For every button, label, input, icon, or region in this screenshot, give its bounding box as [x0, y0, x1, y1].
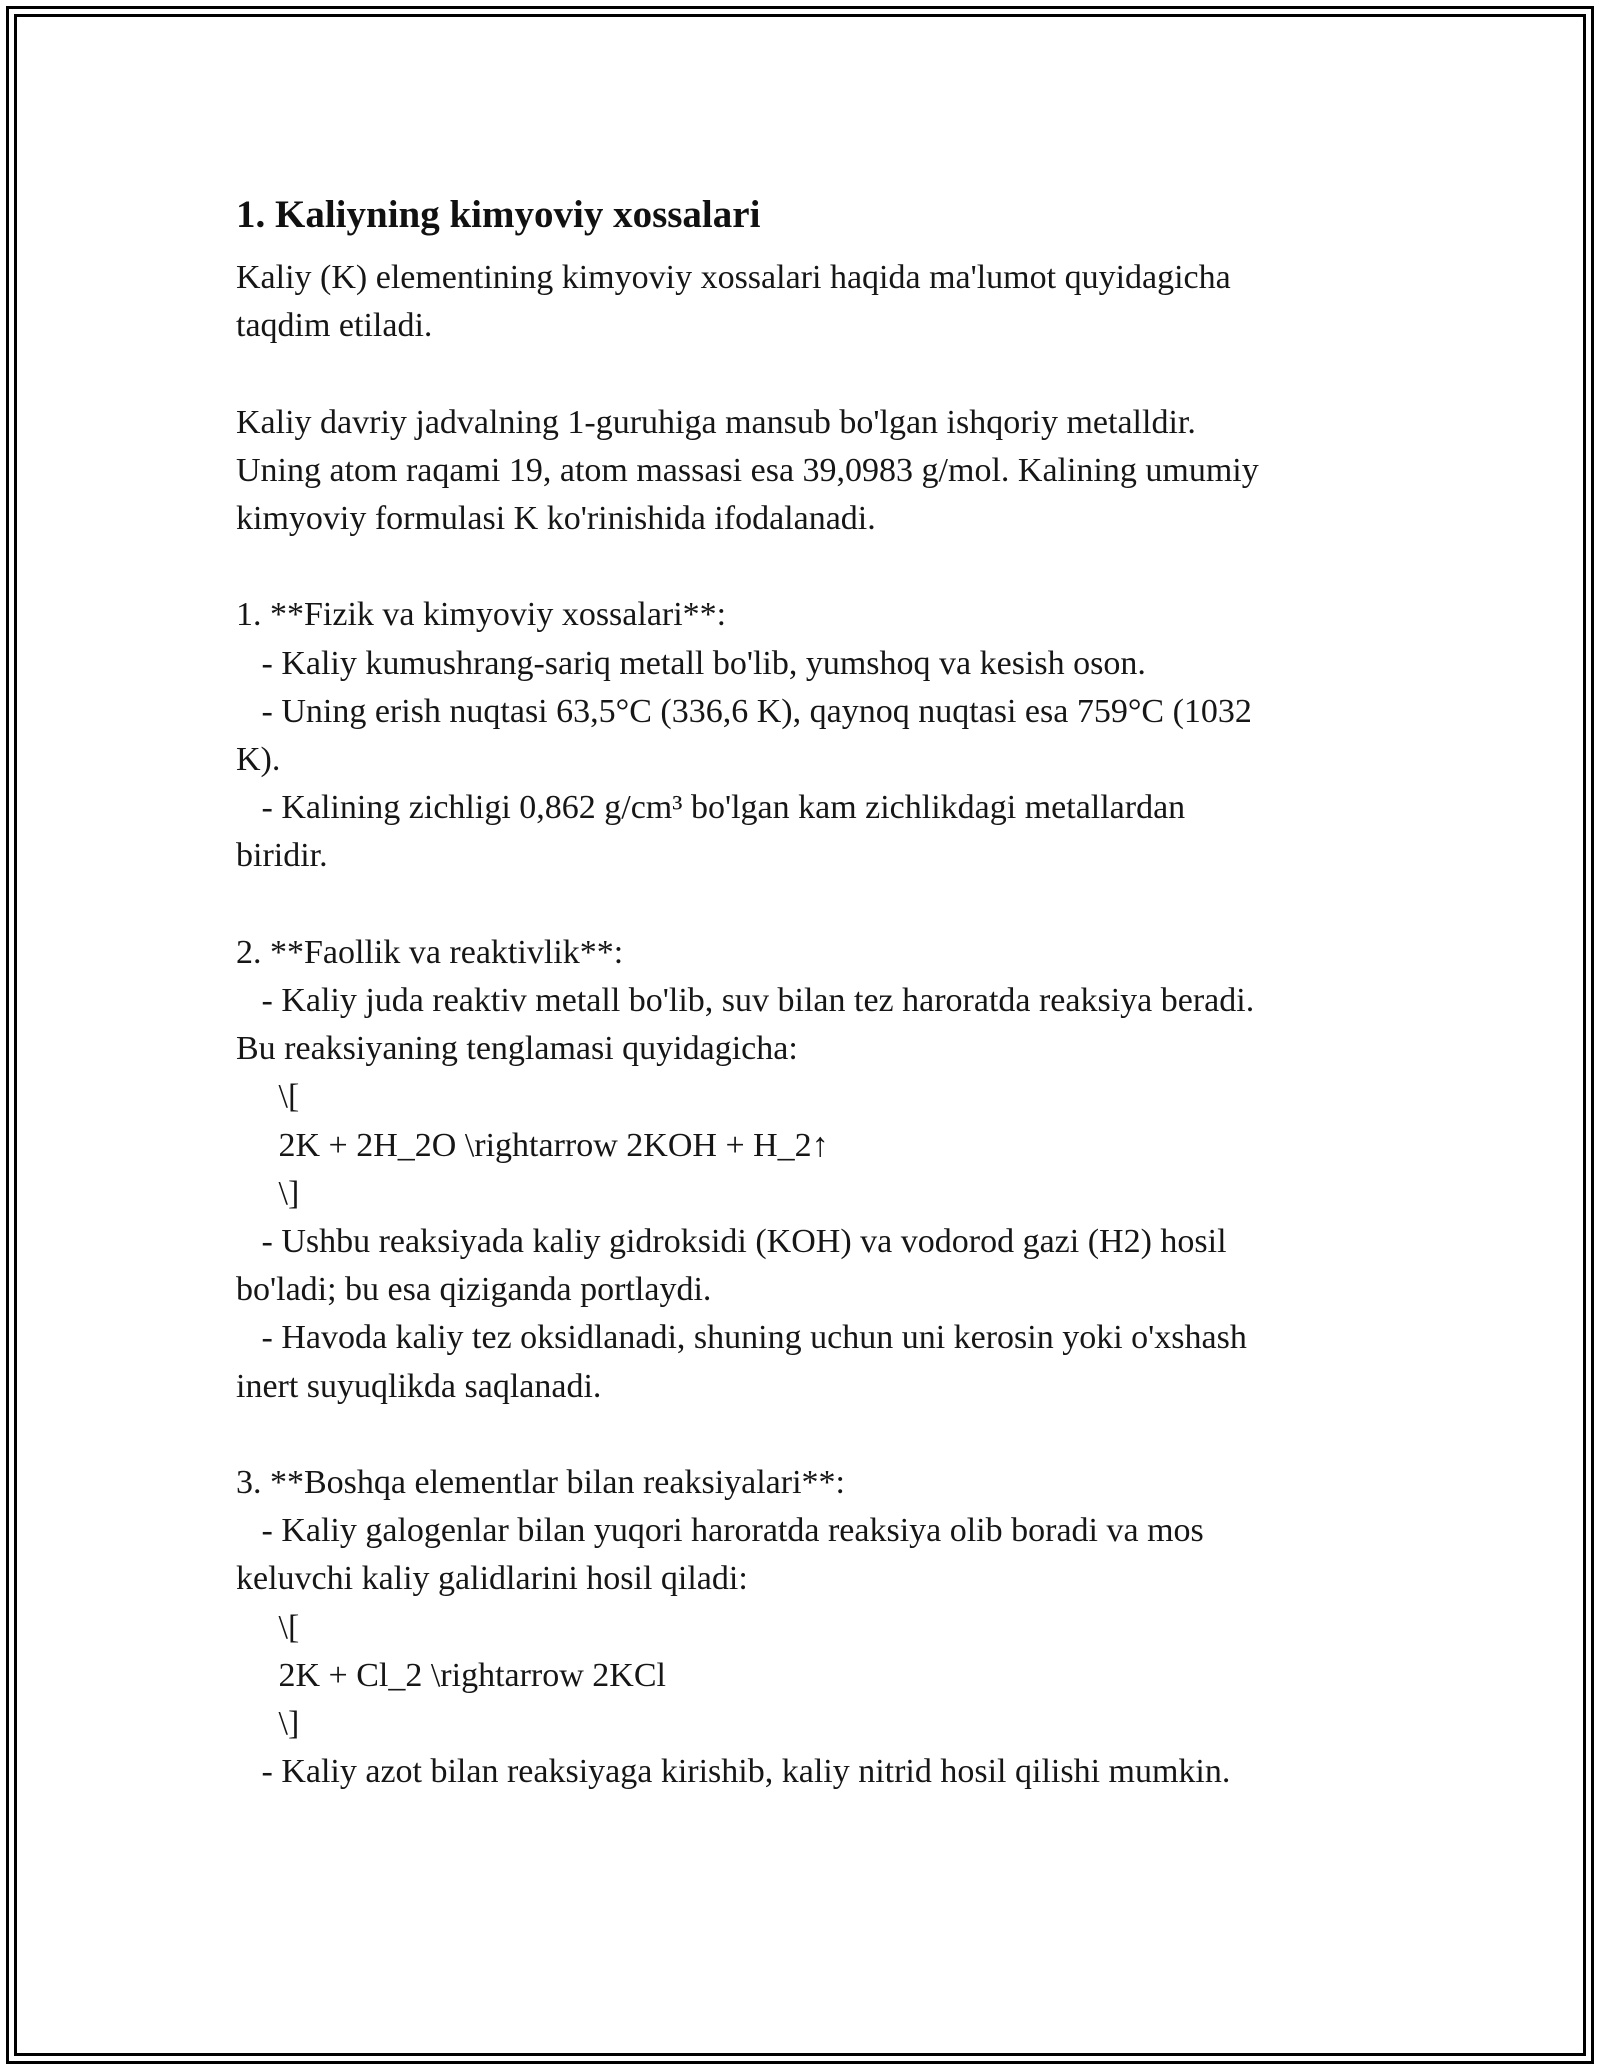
section-heading: 1. Kaliyning kimyoviy xossalari: [236, 193, 761, 236]
document-content: [236, 182, 1356, 1797]
body-text: Kaliy (K) elementining kimyoviy xossalari haqida ma'lumot quyidagicha taqdim etiladi. Kaliy davriy jadvalning 1-guruhiga mansub bo'lgan ishqoriy metalldir. Uning atom raqami 19, atom massasi esa 39,0983 g/mol. Kalining umumiy kimyoviy formulasi K ko'rinishida ifodalanadi. 1. **Fizik va kimyoviy xossalari**: - Kaliy kumushrang-sariq metall bo'lib, yumshoq va kesish oson. - Uning erish nuqtasi 63,5°C (336,6 K), qaynoq nuqtasi esa 759°C (1032 K). - Kalining zichligi 0,862 g/cm³ bo'lgan kam zichlikdagi metallardan biridir. 2. **Faollik va reaktivlik**: - Kaliy juda reaktiv metall bo'lib, suv bilan tez haroratda reaksiya beradi. Bu reaksiyaning tenglamasi quyidagicha: \[ 2K + 2H_2O \rightarrow 2KOH + H_2↑ \] - Ushbu reaksiyada kaliy gidroksidi (KOH) va vodorod gazi (H2) hosil bo'ladi; bu esa qiziganda portlaydi. - Havoda kaliy tez oksidlanadi, shuning uchun uni kerosin yoki o'xshash inert suyuqlikda saqlanadi. 3. **Boshqa elementlar bilan reaksiyalari**: - Kaliy galogenlar bilan yuqori haroratda reaksiya olib boradi va mos keluvchi kaliy galidlarini hosil qiladi: \[ 2K + Cl_2 \rightarrow 2KCl \] - Kaliy azot bilan reaksiyaga kirishib, kaliy nitrid hosil qilishi mumkin.: [236, 259, 1259, 1791]
